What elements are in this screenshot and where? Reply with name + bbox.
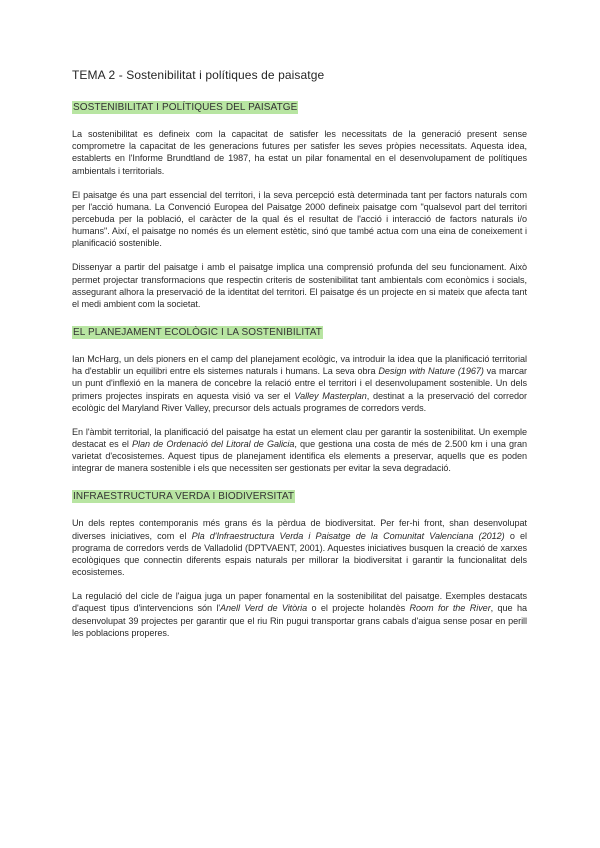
paragraph: Dissenyar a partir del paisatge i amb el paisatge implica una comprensió profunda del seu funcionament. Això permet projectar transformacions que respectin criteris de sostenibilitat tant ambientals com econòmics i socials, assegurant alhora la preservació de la identitat del territori. El paisatge és un projecte en si mateix que afecta tant el medi ambient com la societat.: [72, 262, 527, 310]
document-page: [72, 68, 527, 651]
italic-title: Pla d'Infraestructura Verda i Paisatge de la Comunitat Valenciana (2012): [191, 530, 505, 541]
section-heading: SOSTENIBILITAT I POLÍTIQUES DEL PAISATGE: [73, 102, 298, 113]
italic-title: Design with Nature (1967): [378, 366, 484, 377]
italic-title: Plan de Ordenació del Litoral de Galicia: [131, 439, 295, 450]
paragraph: En l'àmbit territorial, la planificació del paisatge ha estat un element clau per garantir la sostenibilitat. Un exemple destacat es el Plan de Ordenació del Litoral de Galicia, que gestiona una costa de més de 2.500 km i una gran varietat d'ecosistemes. Aquest tipus de planejament identifica els elements a preservar, aquells que es poden integrar de manera sostenible i els que necessiten ser gestionats per evitar la seva degradació.: [72, 426, 528, 474]
paragraph: El paisatge és una part essencial del territori, i la seva percepció està determinada tant per factors naturals com per l'acció humana. La Convenció Europea del Paisatge 2000 defineix paisatge com "qualsevol part del territori percebuda per la població, el caràcter de la qual és el resultat de l'acció i interacció de factors naturals i/o humans". Així, el paisatge no només és un element estètic, sinó que també actua com una eina de coneixement i planificació sostenible.: [72, 189, 527, 249]
section-infraestructura: [72, 486, 527, 639]
section-sostenibilitat: [72, 97, 527, 310]
paragraph: Ian McHarg, un dels pioners en el camp del planejament ecològic, va introduir la idea que la planificació territorial ha d'establir un equilibri entre els sistemes naturals i humans. La seva obra Design with Nature (1967) va marcar un punt d'inflexió en la manera de concebre la relació entre el territori i el desenvolupament sostenible. Un dels primers projectes inspirats en aquesta visió va ser el Valley Masterplan, destinat a la preservació del corredor ecològic del Maryland River Valley, precursor dels actuals programes de corredors verds.: [72, 354, 528, 413]
paragraph: La regulació del cicle de l'aigua juga un paper fonamental en la sostenibilitat del paisatge. Exemples destacats d'aquest tipus d'intervencions són l'Anell Verd de Vitòria o el projecte holandès Room for the River, que ha desenvolupat 39 projectes per garantir que el riu Rin pugui transportar grans cabals d'aigua sense posar en perill les poblacions properes.: [72, 591, 527, 638]
section-heading: EL PLANEJAMENT ECOLÒGIC I LA SOSTENIBILITAT: [73, 327, 322, 339]
italic-title: Valley Masterplan: [294, 390, 367, 401]
italic-title: Room for the River: [409, 603, 491, 614]
paragraph: La sostenibilitat es defineix com la capacitat de satisfer les necessitats de la generació present sense comprometre la capacitat de les generacions futures per satisfer les seves pròpies necessitats. Aquesta idea, establerts en l'Informe Brundtland de 1987, ha estat un pilar fonamental en el desenvolupament de polítiques ambientals i territorials.: [72, 129, 527, 176]
section-heading: INFRAESTRUCTURA VERDA I BIODIVERSITAT: [73, 491, 295, 503]
paragraph: Un dels reptes contemporanis més grans és la pèrdua de biodiversitat. Per fer-hi front, shan desenvolupat diverses iniciatives, com el Pla d'Infraestructura Verda i Paisatge de la Comunitat Valenciana (2012) o el programa de corredors verds de Valladolid (DPTVAENT, 2001). Aquestes iniciatives busquen la creació de xarxes ecològiques que connectin diferents espais naturals per millorar la biodiversitat i garantir la funcionalitat dels ecosistemes.: [72, 518, 527, 578]
page-title: TEMA 2 - Sostenibilitat i polítiques de paisatge: [72, 68, 325, 82]
section-planejament: [72, 322, 527, 475]
italic-title: Anell Verd de Vitòria: [220, 603, 308, 614]
